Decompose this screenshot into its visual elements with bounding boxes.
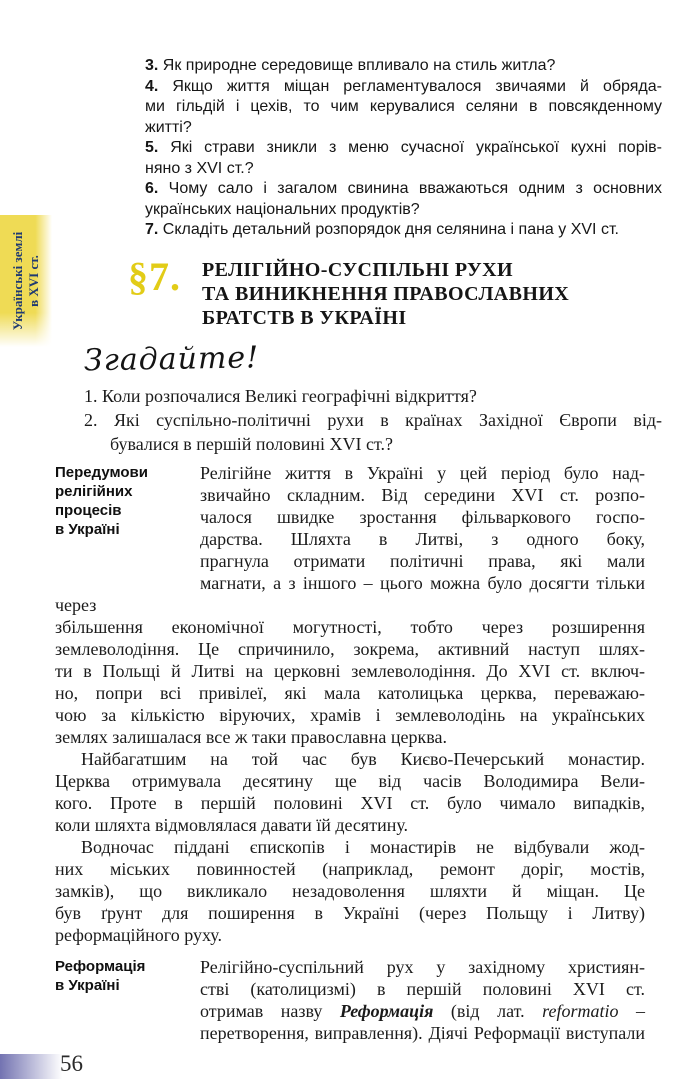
- text-line: [55, 726, 645, 748]
- text-line: [145, 77, 662, 98]
- text-line: [55, 792, 645, 814]
- text-segment: землях залишалася все ж таки православна церква.: [55, 726, 448, 747]
- text-segment: кого. Проте в першій половині XVI ст. було чимало випадків,: [55, 792, 645, 813]
- text-segment: 1. Коли розпочалися Великі географічні відкриття?: [84, 385, 477, 406]
- text-line: [84, 384, 662, 408]
- text-line: [55, 682, 645, 704]
- page-number: 56: [60, 1050, 83, 1076]
- text-segment: дарства. Шляхта в Литві, з одного боку,: [200, 528, 645, 549]
- body-paragraph: [55, 462, 645, 748]
- text-segment: Чому сало і загалом свинина вважаються одним з основних: [168, 180, 663, 197]
- margin-label: Реформація в Україні: [55, 957, 146, 994]
- question-number: 4.: [145, 77, 173, 95]
- section-title: РЕЛІГІЙНО-СУСПІЛЬНІ РУХИ ТА ВИНИКНЕННЯ ПРАВОСЛАВНИХ БРАТСТВ В УКРАЇНІ: [202, 258, 570, 329]
- text-segment: землеволодіння. Це спричинило, зокрема, активний наступ шлях-: [55, 638, 645, 659]
- text-line: [145, 200, 662, 221]
- text-line: [55, 924, 645, 946]
- text-segment: Найбагатшим на той час був Києво-Печерський монастир.: [81, 748, 645, 769]
- question-number: 7.: [145, 221, 163, 238]
- text-segment: українських національних продуктів?: [145, 200, 420, 218]
- text-segment: (від лат.: [433, 1000, 543, 1021]
- text-line: [55, 858, 645, 880]
- text-segment: ми гільдій і цехів, то чим керувалися селяни в повсякденному: [145, 98, 662, 115]
- text-line: [55, 1022, 645, 1044]
- text-line: [145, 97, 662, 118]
- text-segment: отримав назву: [200, 1000, 340, 1021]
- text-line: [55, 572, 645, 616]
- text-segment: замків), що викликало незадоволення шляхти й міщан. Це: [55, 880, 645, 901]
- text-segment: прагнула отримати політичні права, які мали: [200, 550, 645, 571]
- text-line: [55, 660, 645, 682]
- text-segment: Як природне середовище впливало на стиль житла?: [162, 57, 556, 74]
- text-line: [55, 616, 645, 638]
- text-segment: них міських повинностей (наприклад, ремонт доріг, мостів,: [55, 858, 645, 879]
- text-segment: Водночас піддані єпископів і монастирів не відбували жод-: [81, 836, 645, 857]
- text-segment: Якщо життя міщан регламентувалося звичаями й обряда-: [172, 77, 662, 95]
- text-segment: 2. Які суспільно-політичні рухи в країнах Західної Європи від-: [84, 409, 662, 430]
- section-heading: [128, 255, 700, 330]
- text-line: [84, 432, 662, 456]
- text-line: [145, 220, 662, 241]
- text-segment: Релігійне життя в Україні у цей період було над-: [200, 462, 645, 483]
- text-segment: Церква отримувала десятину ще від часів Володимира Вели-: [55, 770, 645, 791]
- text-line: [55, 770, 645, 792]
- text-line: [145, 118, 662, 139]
- page-footer: [0, 1050, 700, 1082]
- text-segment: магнати, а з іншого – цього можна було досягти тільки через: [55, 572, 645, 615]
- text-line: [145, 138, 662, 159]
- text-segment: Реформація: [339, 1000, 434, 1021]
- text-segment: няно з XVI ст.?: [145, 159, 254, 177]
- text-segment: перетворення, виправлення). Діячі Реформації виступали: [200, 1022, 645, 1043]
- paragraph-number: §7.: [128, 253, 181, 299]
- text-line: [84, 408, 662, 432]
- text-line: [55, 902, 645, 924]
- text-segment: чалося швидке зростання фільваркового госпо-: [200, 506, 645, 527]
- question-number: 3.: [145, 57, 163, 74]
- text-line: [55, 704, 645, 726]
- chapter-side-tab-label: Українські землі в XVI ст.: [10, 231, 41, 331]
- text-segment: був ґрунт для поширення в Україні (через Польщу і Литву): [55, 902, 645, 923]
- body-paragraph: [55, 836, 645, 946]
- text-line: [55, 638, 645, 660]
- text-segment: житті?: [145, 118, 192, 136]
- text-line: [145, 179, 662, 200]
- text-segment: бувалися в першій половині XVI ст.?: [110, 433, 394, 454]
- text-segment: Складіть детальний розпорядок дня селянина і пана у XVI ст.: [162, 221, 619, 238]
- recall-heading: Згадайте!: [83, 339, 260, 378]
- chapter-side-tab: [0, 215, 52, 347]
- body-text: [55, 462, 645, 1044]
- text-segment: коли шляхта відмовлялася давати їй десятину.: [55, 814, 409, 835]
- recall-list: [84, 384, 662, 456]
- text-segment: Релігійно-суспільний рух у західному християн-: [200, 956, 645, 977]
- text-line: [55, 880, 645, 902]
- question-number: 5.: [145, 139, 171, 156]
- text-line: [145, 56, 662, 77]
- text-line: [145, 159, 662, 180]
- text-segment: –: [618, 1000, 646, 1021]
- body-paragraph: [55, 956, 645, 1044]
- text-segment: но, попри всі привілеї, які мала католицька церква, переважаю-: [55, 682, 645, 703]
- text-segment: стві (католицизмі) в першій половині XVI ст.: [200, 978, 645, 999]
- margin-label: Передумови релігійних процесів в Україні: [55, 463, 148, 538]
- question-number: 6.: [145, 180, 169, 197]
- text-segment: ти в Польщі й Литві на церковні землеволодіння. До XVI ст. включ-: [55, 660, 645, 681]
- text-segment: reformatio: [542, 1000, 619, 1021]
- questions-list: [145, 56, 662, 241]
- text-line: [55, 814, 645, 836]
- text-segment: Які страви зникли з меню сучасної української кухні порів-: [170, 139, 662, 156]
- text-segment: збільшення економічної могутності, тобто через розширення: [55, 616, 645, 637]
- text-segment: реформаційного руху.: [55, 924, 222, 945]
- text-line: [55, 836, 645, 858]
- text-line: [55, 748, 645, 770]
- text-segment: звичайно складним. Від середини XVI ст. розпо-: [200, 484, 645, 505]
- body-paragraph: [55, 748, 645, 836]
- text-segment: чою за кількістю віруючих, храмів і землеволодінь на українських: [55, 704, 645, 725]
